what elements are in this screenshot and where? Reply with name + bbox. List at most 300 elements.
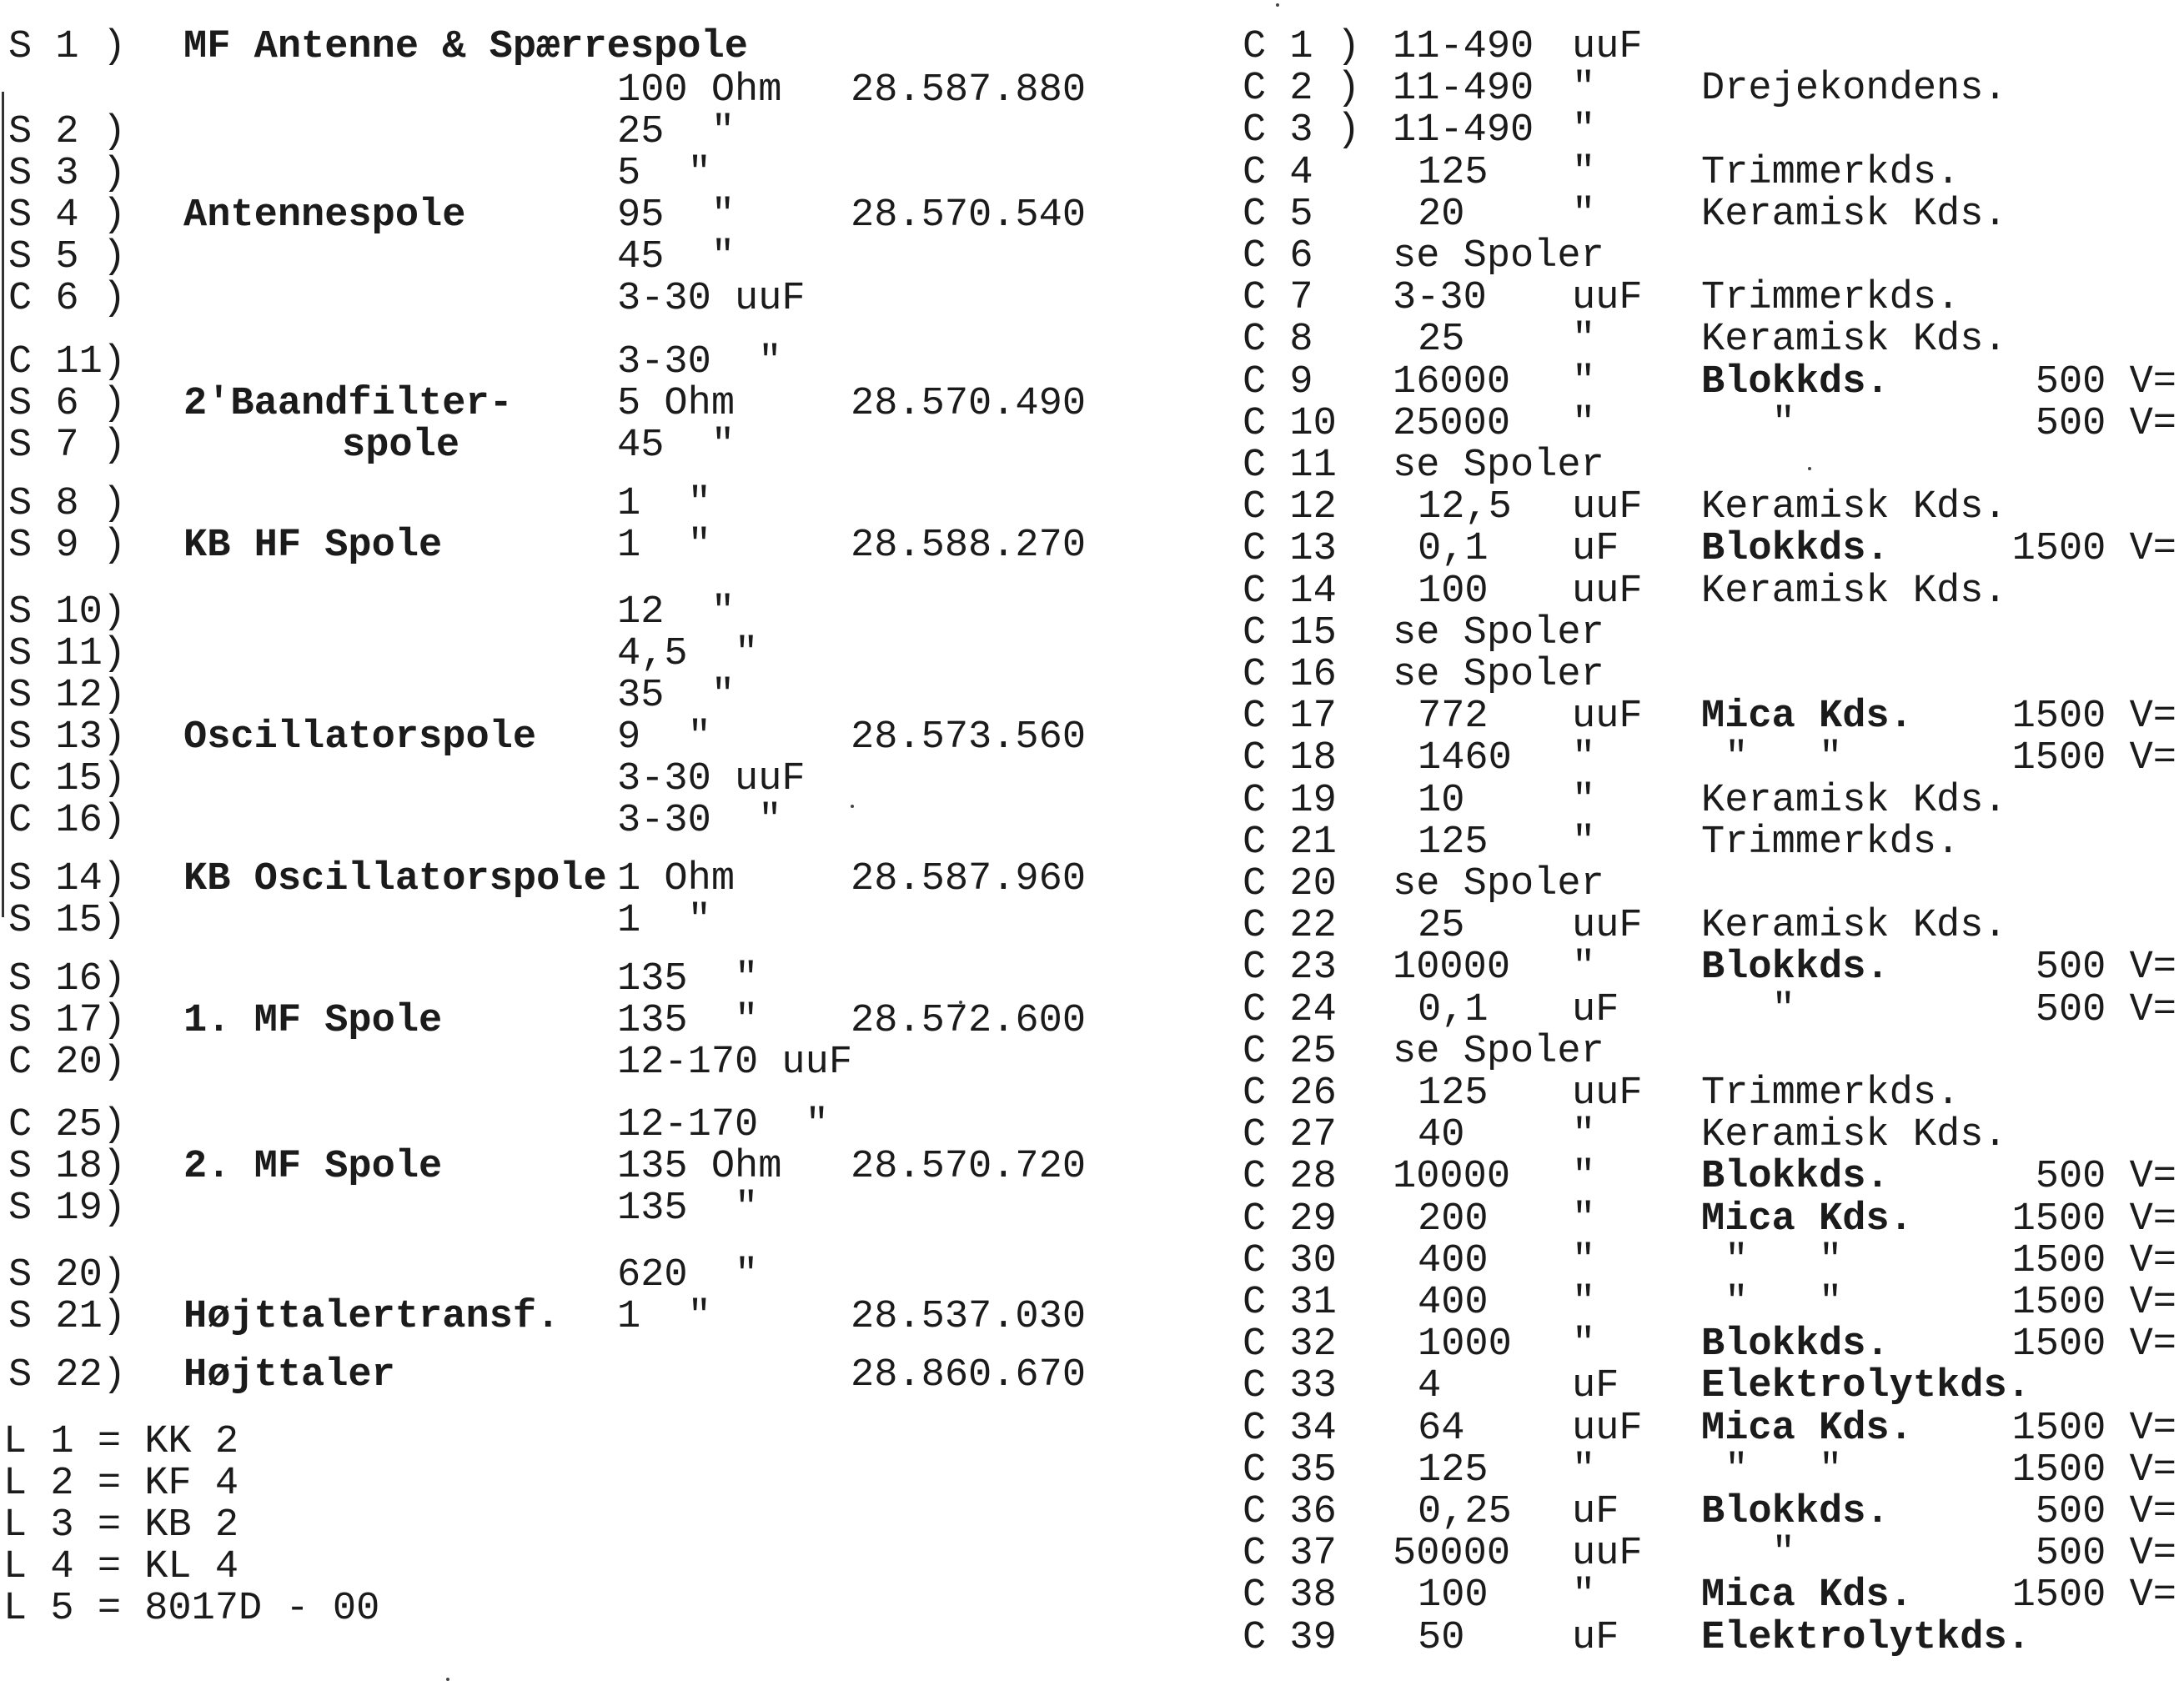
voltage-rating: 500 V= [2035, 360, 2176, 404]
component-name: MF Antenne & Spærrespole [183, 25, 748, 69]
capacitor-unit: uuF [1572, 570, 1643, 614]
component-value: 135 " [617, 1187, 759, 1231]
capacitor-value: 25000 [1393, 402, 1511, 446]
capacitor-row [1234, 1492, 2176, 1533]
capacitor-ref: C 13 [1243, 527, 1337, 571]
capacitor-row [1234, 404, 2176, 445]
component-ref: C 15) [8, 757, 127, 801]
capacitor-unit: " [1572, 67, 1596, 111]
tube-designation: L 3 = KB 2 [3, 1503, 239, 1548]
capacitor-value: se Spoler [1393, 611, 1604, 655]
capacitor-value: 10 [1418, 779, 1465, 823]
part-number: 28.587.880 [851, 68, 1087, 113]
part-number: 28.570.540 [851, 193, 1087, 238]
capacitor-value: 40 [1418, 1113, 1465, 1157]
coil-row [0, 901, 1134, 942]
title-row [0, 27, 1134, 68]
capacitor-row [1234, 362, 2176, 404]
capacitor-row [1234, 1533, 2176, 1575]
component-ref: S 16) [8, 957, 127, 1001]
capacitor-type: Blokkds. [1701, 1490, 1890, 1534]
capacitor-value: 100 [1418, 570, 1489, 614]
capacitor-type: Blokkds. [1701, 1155, 1890, 1199]
capacitor-type: Keramisk Kds. [1701, 1113, 2007, 1157]
component-value: 620 " [617, 1253, 759, 1297]
capacitor-ref: C 2 ) [1243, 67, 1361, 111]
component-ref: S 10) [8, 590, 127, 635]
capacitor-ref: C 31 [1243, 1281, 1337, 1325]
capacitor-unit: " [1572, 360, 1596, 404]
part-number: 28.573.560 [851, 715, 1087, 760]
capacitor-ref: C 27 [1243, 1113, 1337, 1157]
capacitor-ref: C 37 [1243, 1532, 1337, 1576]
capacitor-ref: C 16 [1243, 653, 1337, 697]
capacitor-value: 772 [1418, 695, 1489, 739]
component-value: 135 Ohm [617, 1145, 782, 1189]
capacitor-value: se Spoler [1393, 862, 1604, 906]
capacitor-type: Blokkds. [1701, 527, 1890, 571]
capacitor-unit: uuF [1572, 276, 1643, 320]
capacitor-unit: uuF [1572, 25, 1643, 69]
capacitor-row [1234, 1575, 2176, 1617]
capacitor-row [1234, 27, 2176, 68]
capacitor-row [1234, 1031, 2176, 1073]
capacitor-value: 11-490 [1393, 25, 1534, 69]
capacitor-value: 50 [1418, 1616, 1465, 1660]
coil-row [0, 634, 1134, 675]
capacitor-unit: " [1572, 402, 1596, 446]
coil-row [0, 237, 1134, 278]
component-ref: S 4 ) [8, 193, 127, 238]
capacitor-unit: uF [1572, 1616, 1619, 1660]
voltage-rating: 1500 V= [2011, 1239, 2176, 1283]
voltage-rating: 500 V= [2035, 1155, 2176, 1199]
capacitor-type: Keramisk Kds. [1701, 570, 2007, 614]
capacitor-row [1234, 319, 2176, 361]
capacitor-unit: " [1572, 1281, 1596, 1325]
coil-row [0, 70, 1134, 112]
capacitor-value: 16000 [1393, 360, 1511, 404]
capacitor-ref: C 9 [1243, 360, 1313, 404]
capacitor-value: 125 [1418, 820, 1489, 865]
component-value: 4,5 " [617, 632, 759, 676]
capacitor-row [1234, 696, 2176, 738]
capacitor-value: 125 [1418, 1071, 1489, 1116]
capacitor-unit: " [1572, 1197, 1596, 1242]
capacitor-value: 12,5 [1418, 485, 1512, 529]
capacitor-value: 50000 [1393, 1532, 1511, 1576]
capacitor-type: Trimmerkds. [1701, 1071, 1961, 1116]
coil-row [0, 717, 1134, 759]
capacitor-type: Mica Kds. [1701, 1197, 1913, 1242]
capacitor-ref: C 26 [1243, 1071, 1337, 1116]
capacitor-row [1234, 1408, 2176, 1450]
part-number: 28.570.490 [851, 382, 1087, 426]
coil-row [0, 1355, 1134, 1397]
component-name: 1. MF Spole [183, 999, 443, 1043]
capacitor-row [1234, 947, 2176, 989]
coil-row [0, 1001, 1134, 1042]
capacitor-type: Mica Kds. [1701, 1407, 1913, 1451]
component-value: 12-170 uuF [617, 1041, 853, 1085]
component-ref: S 21) [8, 1295, 127, 1339]
coil-row [0, 1255, 1134, 1297]
capacitor-value: 125 [1418, 1448, 1489, 1493]
component-ref: S 17) [8, 999, 127, 1043]
capacitor-ref: C 39 [1243, 1616, 1337, 1660]
capacitor-unit: uuF [1572, 1532, 1643, 1576]
coil-row [0, 859, 1134, 901]
component-ref: S 20) [8, 1253, 127, 1297]
capacitor-row [1234, 1366, 2176, 1407]
capacitor-value: 1000 [1418, 1322, 1512, 1367]
component-value: 100 Ohm [617, 68, 782, 113]
capacitor-unit: " [1572, 108, 1596, 153]
component-ref: C 20) [8, 1041, 127, 1085]
component-value: 45 " [617, 235, 736, 279]
component-ref: C 25) [8, 1103, 127, 1147]
component-value: 3-30 " [617, 799, 782, 843]
capacitor-type: Mica Kds. [1701, 695, 1913, 739]
capacitor-unit: uF [1572, 527, 1619, 571]
component-value: 1 " [617, 524, 711, 568]
ink-speck [446, 1678, 449, 1681]
coil-row [0, 1188, 1134, 1230]
capacitor-ref: C 12 [1243, 485, 1337, 529]
component-ref: S 8 ) [8, 482, 127, 526]
voltage-rating: 500 V= [2035, 988, 2176, 1032]
capacitor-value: 11-490 [1393, 108, 1534, 153]
component-value: 95 " [617, 193, 736, 238]
capacitor-value: 0,1 [1418, 527, 1489, 571]
capacitor-ref: C 33 [1243, 1364, 1337, 1408]
coil-row [0, 1042, 1134, 1084]
capacitor-row [1234, 1282, 2176, 1324]
capacitor-row [1234, 1157, 2176, 1198]
coil-row [0, 384, 1134, 425]
component-ref: S 2 ) [8, 110, 127, 154]
component-value: 135 " [617, 999, 759, 1043]
coil-row [0, 592, 1134, 634]
voltage-rating: 1500 V= [2011, 1322, 2176, 1367]
voltage-rating: 1500 V= [2011, 1448, 2176, 1493]
capacitor-ref: C 29 [1243, 1197, 1337, 1242]
capacitor-ref: C 25 [1243, 1030, 1337, 1074]
component-ref: S 11) [8, 632, 127, 676]
capacitor-row [1234, 487, 2176, 529]
capacitor-row [1234, 1073, 2176, 1115]
capacitor-row [1234, 68, 2176, 110]
capacitor-unit: " [1572, 151, 1596, 195]
capacitor-unit: uF [1572, 988, 1619, 1032]
voltage-rating: 500 V= [2035, 1532, 2176, 1576]
component-name: spole [342, 424, 460, 468]
capacitor-row [1234, 236, 2176, 278]
voltage-rating: 1500 V= [2011, 736, 2176, 780]
voltage-rating: 1500 V= [2011, 1281, 2176, 1325]
capacitor-ref: C 10 [1243, 402, 1337, 446]
component-ref: C 16) [8, 799, 127, 843]
tube-row [3, 1505, 587, 1547]
voltage-rating: 1500 V= [2011, 1197, 2176, 1242]
component-value: 3-30 uuF [617, 277, 806, 321]
component-name: Antennespole [183, 193, 466, 238]
component-name: Højttalertransf. [183, 1295, 560, 1339]
capacitor-unit: uuF [1572, 485, 1643, 529]
component-ref: S 14) [8, 857, 127, 901]
coil-row [0, 153, 1134, 195]
capacitor-unit: " [1572, 1573, 1596, 1618]
capacitor-unit: uF [1572, 1490, 1619, 1534]
coil-row [0, 959, 1134, 1001]
capacitor-row [1234, 780, 2176, 822]
tube-designation: L 4 = KL 4 [3, 1545, 239, 1589]
coil-row [0, 342, 1134, 384]
capacitor-value: 11-490 [1393, 67, 1534, 111]
capacitor-ref: C 3 ) [1243, 108, 1361, 153]
component-value: 45 " [617, 424, 736, 468]
component-value: 12 " [617, 590, 736, 635]
component-ref: S 19) [8, 1187, 127, 1231]
capacitor-unit: " [1572, 779, 1596, 823]
capacitor-type: Elektrolytkds. [1701, 1616, 2031, 1660]
capacitor-type: Blokkds. [1701, 946, 1890, 990]
component-ref: S 1 ) [8, 25, 127, 69]
capacitor-unit: " [1572, 1155, 1596, 1199]
capacitor-unit: uuF [1572, 695, 1643, 739]
capacitor-type: " [1701, 402, 1795, 446]
component-value: 9 " [617, 715, 711, 760]
capacitor-value: 200 [1418, 1197, 1489, 1242]
part-number: 28.570.720 [851, 1145, 1087, 1189]
capacitor-unit: " [1572, 1322, 1596, 1367]
capacitor-ref: C 21 [1243, 820, 1337, 865]
capacitor-type: " " [1701, 1239, 1843, 1283]
capacitor-type: Blokkds. [1701, 360, 1890, 404]
capacitor-unit: uuF [1572, 1407, 1643, 1451]
component-ref: S 3 ) [8, 152, 127, 196]
capacitor-value: 10000 [1393, 1155, 1511, 1199]
capacitor-unit: " [1572, 318, 1596, 362]
tube-designation: L 1 = KK 2 [3, 1420, 239, 1464]
capacitor-row [1234, 822, 2176, 864]
part-number: 28.860.670 [851, 1353, 1087, 1397]
capacitor-row [1234, 738, 2176, 780]
tube-row [3, 1547, 587, 1588]
tube-designation: L 2 = KF 4 [3, 1462, 239, 1506]
coil-row [0, 278, 1134, 320]
component-name: Højttaler [183, 1353, 395, 1397]
capacitor-value: 0,1 [1418, 988, 1489, 1032]
component-name: KB Oscillatorspole [183, 857, 607, 901]
capacitor-ref: C 4 [1243, 151, 1313, 195]
capacitor-value: 3-30 [1393, 276, 1487, 320]
part-number: 28.572.600 [851, 999, 1087, 1043]
capacitor-ref: C 8 [1243, 318, 1313, 362]
capacitor-type: Drejekondens. [1701, 67, 2007, 111]
capacitor-unit: " [1572, 820, 1596, 865]
capacitor-row [1234, 278, 2176, 319]
capacitor-unit: " [1572, 1239, 1596, 1283]
capacitor-unit: " [1572, 193, 1596, 237]
component-ref: S 12) [8, 674, 127, 718]
capacitor-row [1234, 906, 2176, 947]
capacitor-row [1234, 1199, 2176, 1241]
capacitor-type: Keramisk Kds. [1701, 485, 2007, 529]
capacitor-value: 100 [1418, 1573, 1489, 1618]
capacitor-row [1234, 655, 2176, 696]
capacitor-ref: C 6 [1243, 234, 1313, 278]
coil-row [0, 195, 1134, 237]
ink-speck [1276, 3, 1279, 7]
capacitor-value: 25 [1418, 904, 1465, 948]
capacitor-row [1234, 194, 2176, 236]
capacitor-row [1234, 110, 2176, 152]
capacitor-ref: C 34 [1243, 1407, 1337, 1451]
component-value: 5 " [617, 152, 711, 196]
capacitor-value: se Spoler [1393, 444, 1604, 488]
capacitor-row [1234, 1450, 2176, 1492]
capacitor-type: " " [1701, 1281, 1843, 1325]
capacitor-ref: C 22 [1243, 904, 1337, 948]
capacitor-type: " [1701, 988, 1795, 1032]
coil-row [0, 1105, 1134, 1147]
capacitor-type: Trimmerkds. [1701, 276, 1961, 320]
capacitor-row [1234, 1324, 2176, 1366]
coil-row [0, 425, 1134, 467]
capacitor-ref: C 20 [1243, 862, 1337, 906]
voltage-rating: 1500 V= [2011, 695, 2176, 739]
component-value: 35 " [617, 674, 736, 718]
capacitor-ref: C 38 [1243, 1573, 1337, 1618]
component-ref: S 9 ) [8, 524, 127, 568]
component-value: 25 " [617, 110, 736, 154]
component-value: 135 " [617, 957, 759, 1001]
capacitor-type: " [1701, 1532, 1795, 1576]
capacitor-type: " " [1701, 1448, 1843, 1493]
component-value: 3-30 uuF [617, 757, 806, 801]
capacitor-value: 10000 [1393, 946, 1511, 990]
capacitor-ref: C 18 [1243, 736, 1337, 780]
capacitor-ref: C 14 [1243, 570, 1337, 614]
capacitor-ref: C 7 [1243, 276, 1313, 320]
part-number: 28.587.960 [851, 857, 1087, 901]
component-value: 1 Ohm [617, 857, 736, 901]
component-ref: S 18) [8, 1145, 127, 1189]
coil-row [0, 1147, 1134, 1188]
capacitor-value: se Spoler [1393, 1030, 1604, 1074]
capacitor-ref: C 35 [1243, 1448, 1337, 1493]
capacitor-unit: " [1572, 1448, 1596, 1493]
capacitor-type: Keramisk Kds. [1701, 904, 2007, 948]
capacitor-type: Keramisk Kds. [1701, 779, 2007, 823]
voltage-rating: 500 V= [2035, 1490, 2176, 1534]
capacitor-value: se Spoler [1393, 234, 1604, 278]
component-name: 2'Baandfilter- [183, 382, 513, 426]
coil-row [0, 675, 1134, 717]
capacitor-unit: " [1572, 946, 1596, 990]
capacitor-ref: C 36 [1243, 1490, 1337, 1534]
voltage-rating: 500 V= [2035, 946, 2176, 990]
capacitor-ref: C 5 [1243, 193, 1313, 237]
capacitor-type: Elektrolytkds. [1701, 1364, 2031, 1408]
capacitor-row [1234, 529, 2176, 570]
component-value: 3-30 " [617, 340, 782, 384]
component-ref: S 5 ) [8, 235, 127, 279]
voltage-rating: 500 V= [2035, 402, 2176, 446]
capacitor-row [1234, 1241, 2176, 1282]
capacitor-unit: uF [1572, 1364, 1619, 1408]
capacitor-ref: C 30 [1243, 1239, 1337, 1283]
capacitor-ref: C 19 [1243, 779, 1337, 823]
component-ref: S 13) [8, 715, 127, 760]
capacitor-ref: C 24 [1243, 988, 1337, 1032]
tube-row [3, 1463, 587, 1505]
capacitor-type: Keramisk Kds. [1701, 318, 2007, 362]
capacitor-value: 64 [1418, 1407, 1465, 1451]
component-ref: S 15) [8, 899, 127, 943]
capacitor-value: 0,25 [1418, 1490, 1512, 1534]
capacitor-ref: C 15 [1243, 611, 1337, 655]
capacitor-value: 125 [1418, 151, 1489, 195]
capacitor-value: 25 [1418, 318, 1465, 362]
component-value: 1 " [617, 1295, 711, 1339]
coil-row [0, 112, 1134, 153]
component-ref: C 6 ) [8, 277, 127, 321]
voltage-rating: 1500 V= [2011, 527, 2176, 571]
capacitor-value: 1460 [1418, 736, 1512, 780]
capacitor-type: Blokkds. [1701, 1322, 1890, 1367]
component-ref: S 22) [8, 1353, 127, 1397]
capacitor-ref: C 1 ) [1243, 25, 1361, 69]
capacitor-ref: C 11 [1243, 444, 1337, 488]
capacitor-value: 20 [1418, 193, 1465, 237]
capacitor-row [1234, 990, 2176, 1031]
capacitor-value: 400 [1418, 1239, 1489, 1283]
capacitor-row [1234, 571, 2176, 613]
capacitor-type: Mica Kds. [1701, 1573, 1913, 1618]
component-value: 5 Ohm [617, 382, 736, 426]
capacitor-value: 4 [1418, 1364, 1442, 1408]
coil-row [0, 525, 1134, 567]
tube-designation: L 5 = 8017D - 00 [3, 1587, 380, 1631]
component-ref: S 6 ) [8, 382, 127, 426]
capacitor-row [1234, 864, 2176, 906]
component-name: 2. MF Spole [183, 1145, 443, 1189]
capacitor-type: Trimmerkds. [1701, 151, 1961, 195]
component-value: 1 " [617, 482, 711, 526]
capacitor-value: 400 [1418, 1281, 1489, 1325]
capacitor-row [1234, 1618, 2176, 1659]
part-number: 28.588.270 [851, 524, 1087, 568]
component-value: 12-170 " [617, 1103, 829, 1147]
coil-row [0, 1297, 1134, 1338]
capacitor-row [1234, 613, 2176, 655]
coil-row [0, 800, 1134, 842]
capacitor-type: Trimmerkds. [1701, 820, 1961, 865]
coil-row [0, 484, 1134, 525]
component-ref: S 7 ) [8, 424, 127, 468]
component-name: Oscillatorspole [183, 715, 537, 760]
capacitor-unit: " [1572, 1113, 1596, 1157]
capacitor-unit: " [1572, 736, 1596, 780]
capacitor-ref: C 32 [1243, 1322, 1337, 1367]
component-name: KB HF Spole [183, 524, 443, 568]
voltage-rating: 1500 V= [2011, 1573, 2176, 1618]
capacitor-row [1234, 445, 2176, 487]
tube-row [3, 1588, 587, 1630]
capacitor-type: Keramisk Kds. [1701, 193, 2007, 237]
